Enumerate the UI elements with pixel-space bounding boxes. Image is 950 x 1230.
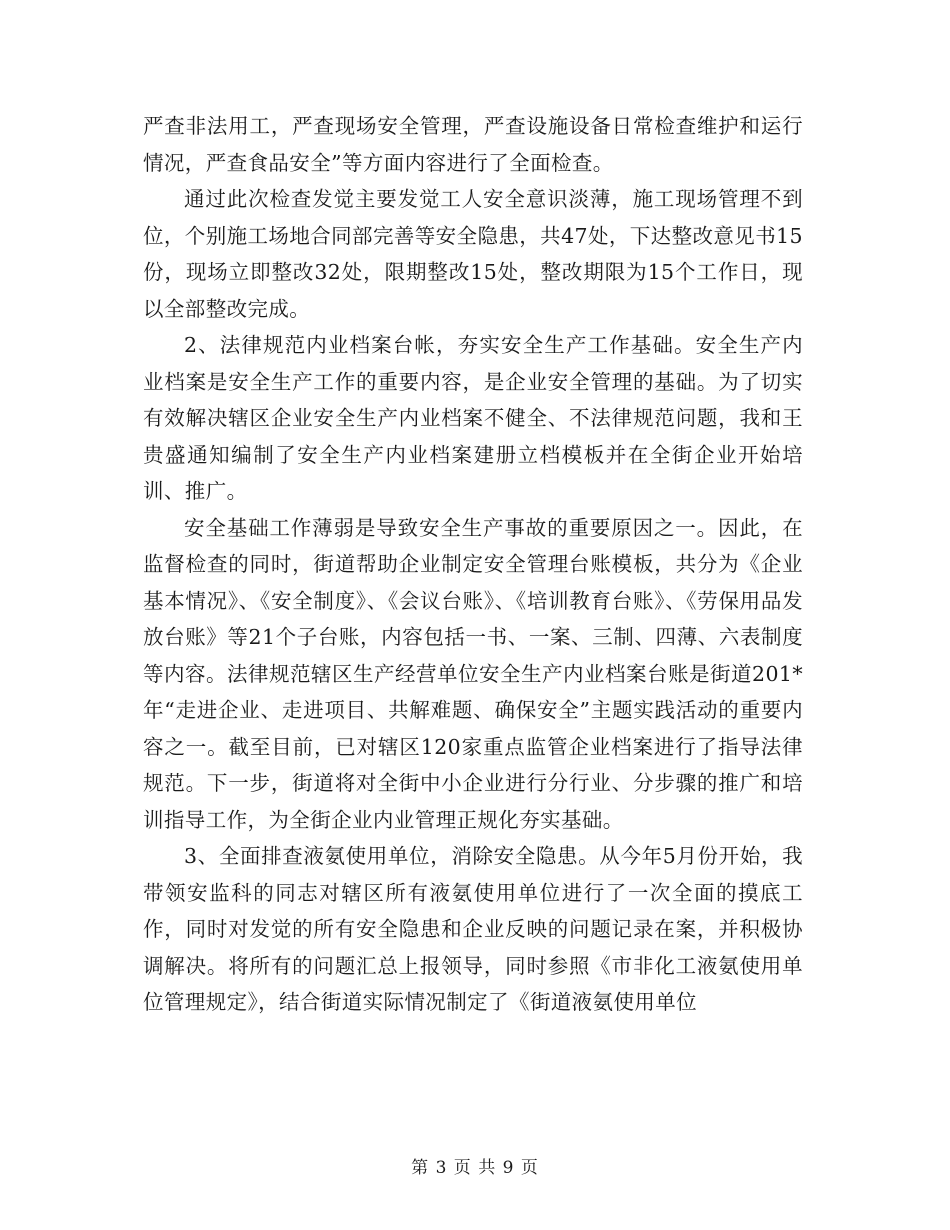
paragraph: 2、法律规范内业档案台帐，夯实安全生产工作基础。安全生产内业档案是安全生产工作的重要内容，是企业安全管理的基础。为了切实有效解决辖区企业安全生产内业档案不健全、不法律规范问题，我和王贵盛通知编制了安全生产内业档案建册立档模板并在全街企业开始培训、推广。: [143, 333, 803, 503]
page-number-footer: 第 3 页 共 9 页: [411, 1158, 539, 1178]
paragraph: 3、全面排查液氨使用单位，消除安全隐患。从今年5月份开始，我带领安监科的同志对辖区所有液氨使用单位进行了一次全面的摸底工作，同时对发觉的所有安全隐患和企业反映的问题记录在案，并积极协调解决。将所有的问题汇总上报领导，同时参照《市非化工液氨使用单位管理规定》，结合街道实际情况制定了《街道液氨使用单位: [143, 844, 803, 1014]
document-body: [143, 108, 803, 1021]
paragraph: 严查非法用工，严查现场安全管理，严查设施设备日常检查维护和运行情况，严查食品安全”等方面内容进行了全面检查。: [143, 114, 803, 175]
paragraph: 通过此次检查发觉主要发觉工人安全意识淡薄，施工现场管理不到位，个别施工场地合同部完善等安全隐患，共47处，下达整改意见书15份，现场立即整改32处，限期整改15处，整改期限为15个工作日，现以全部整改完成。: [143, 187, 803, 321]
paragraph: 安全基础工作薄弱是导致安全生产事故的重要原因之一。因此，在监督检查的同时，街道帮助企业制定安全管理台账模板，共分为《企业基本情况》、《安全制度》、《会议台账》、《培训教育台账》、《劳保用品发放台账》等21个子台账，内容包括一书、一案、三制、四薄、六表制度等内容。法律规范辖区生产经营单位安全生产内业档案台账是街道201*年“走进企业、走进项目、共解难题、确保安全”主题实践活动的重要内容之一。截至目前，已对辖区120家重点监管企业档案进行了指导法律规范。下一步，街道将对全街中小企业进行分行业、分步骤的推广和培训指导工作，为全街企业内业管理正规化夯实基础。: [143, 515, 803, 832]
